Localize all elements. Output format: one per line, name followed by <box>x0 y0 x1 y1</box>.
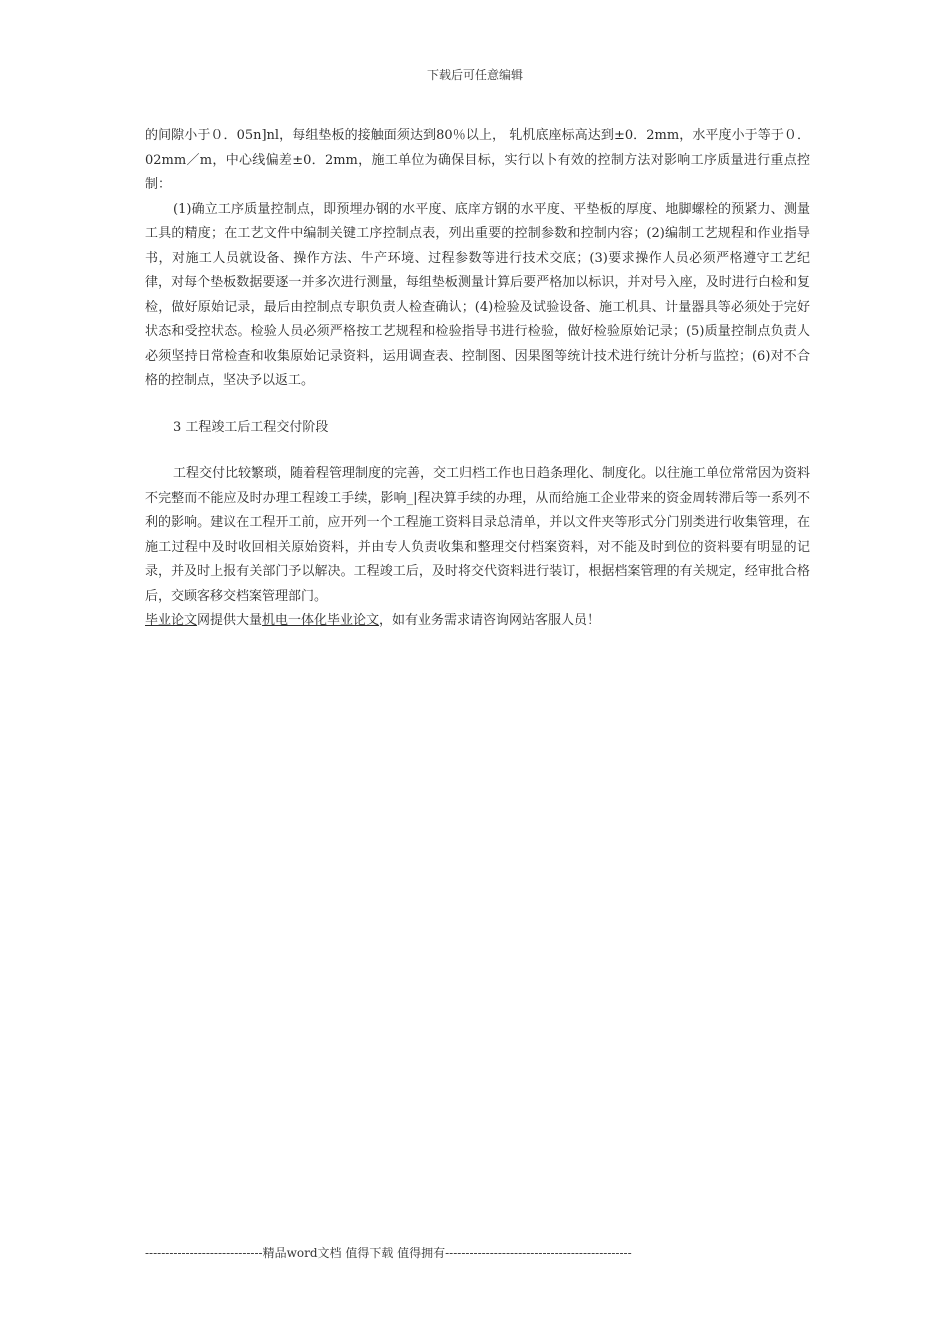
promo-text-2: ，如有业务需求请咨询网站客服人员！ <box>379 613 601 628</box>
page-footer: -----------------------------精品word文档 值得下载 值得拥有---------------------------------------------- <box>145 1246 632 1260</box>
paragraph-2: (1)确立工序质量控制点，即预埋办钢的水平度、底庠方钢的水平度、平垫板的厚度、地脚螺栓的预紧力、测量工具的精度；在工艺文件中编制关键工序控制点表，列出重要的控制参数和控制内容；(2)编制工艺规程和作业指导书，对施工人员就设备、操作方法、牛产环境、过程参数等进行技术交底；(3)要求操作人员必须严格遵守工艺纪律，对每个垫板数据要逐一并多次进行测量，每组垫板测量计算后要严格加以标识，并对号入座，及时进行白检和复检，做好原始记录，最后由控制点专职负责人检查确认；(4)检验及试验设备、施工机具、计量器具等必须处于完好状态和受控状态。检验人员必须严格按工艺规程和检验指导书进行检验，做好检验原始记录；(5)质量控制点负责人必须坚持日常检查和收集原始记录资料，运用调查表、控制图、因果图等统计技术进行统计分析与监控；(6)对不合格的控制点，坚决予以返工。 <box>145 201 810 388</box>
page-header: 下载后可任意编辑 <box>426 68 523 82</box>
paragraph-3: 工程交付比较繁琐，随着程管理制度的完善，交工归档工作也日趋条理化、制度化。以往施工单位常常因为资料不完整而不能应及时办理工程竣工手续，影响_|程决算手续的办理，从而给施工企业带来的资金周转滞后等一系列不利的影响。建议在工程开工前，应开列一个工程施工资料目录总清单，并以文件夹等形式分门别类进行收集管理，在施工过程中及时收回相关原始资料，并由专人负责收集和整理交付档案资料，对不能及时到位的资料要有明显的记录，并及时上报有关部门予以解决。工程竣工后，及时将交代资料进行装订，根据档案管理的有关规定，经审批合格后，交顾客移交档案管理部门。 <box>145 466 811 604</box>
document-body <box>145 124 810 634</box>
promo-line <box>145 609 810 634</box>
promo-text-1: 网提供大量 <box>197 613 263 628</box>
section-title: 3 工程竣工后工程交付阶段 <box>173 419 329 435</box>
mechatronics-thesis-link[interactable]: 机电一体化毕业论文 <box>262 613 380 628</box>
paragraph-1: 的间隙小于０．05n]nl，每组垫板的接触面须达到80％以上， 轧机底座标高达到±0．2mm，水平度小于等于０．02mm／m，中心线偏差±0．2mm，施工单位为确保目标，实行以卜有效的控制方法对影响工序质量进行重点控制： <box>145 128 810 192</box>
thesis-link[interactable]: 毕业论文 <box>145 613 198 628</box>
